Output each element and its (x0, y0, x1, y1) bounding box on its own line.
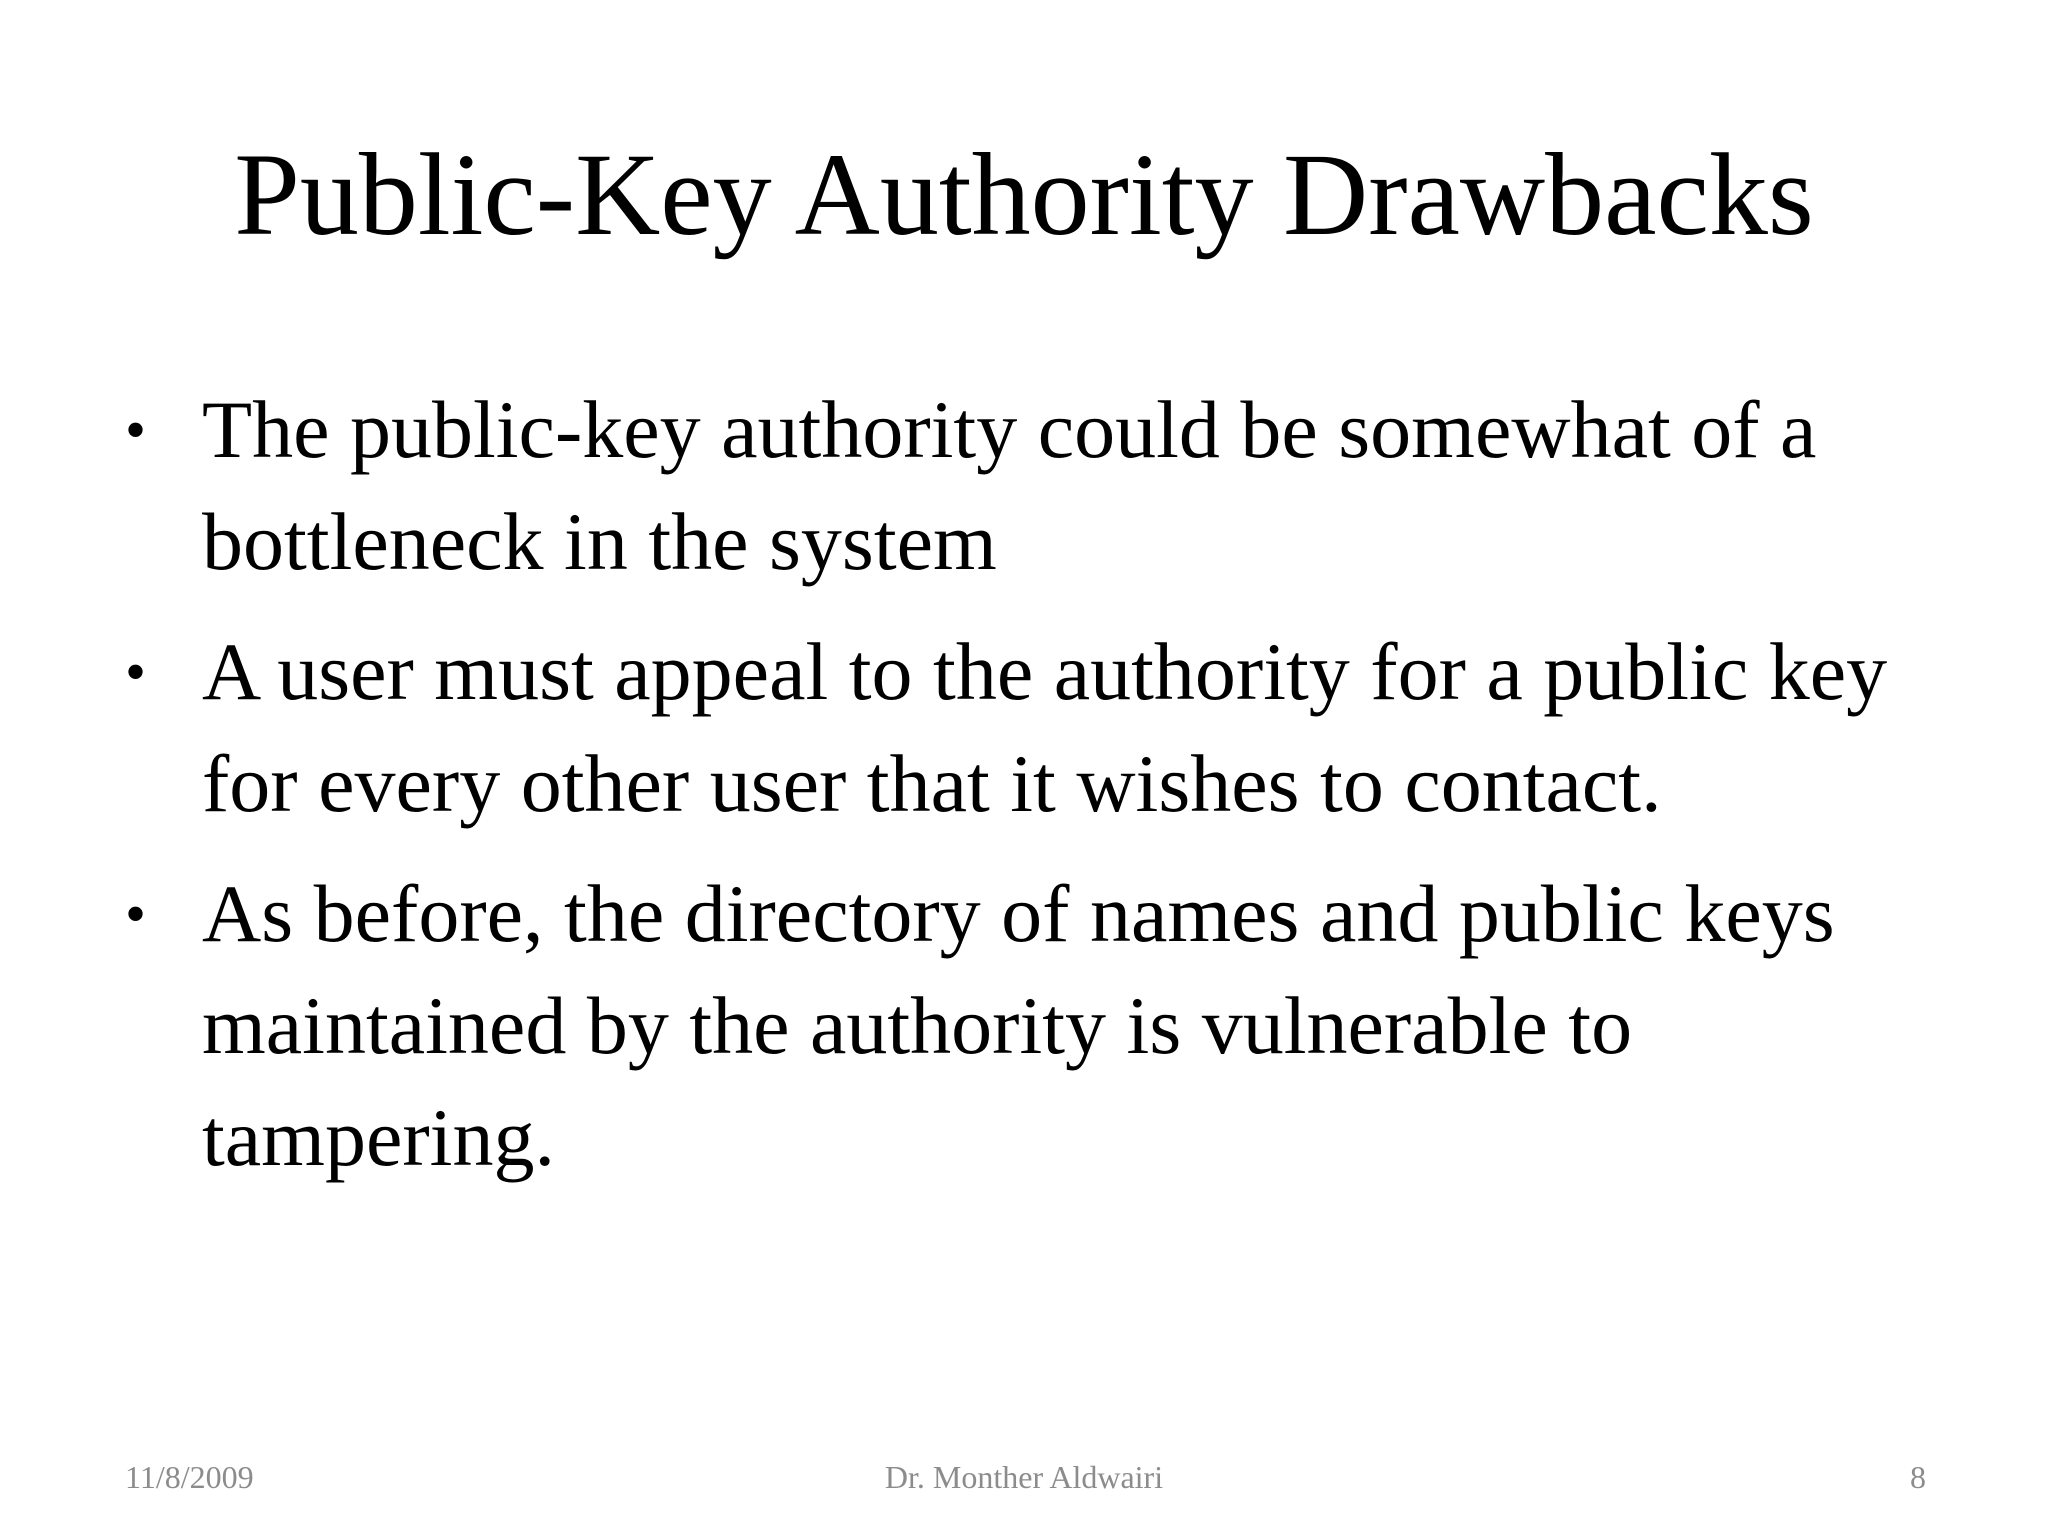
bullet-item (125, 858, 1955, 1194)
bullet-text: As before, the directory of names and public keys maintained by the authority is vulnerable to tampering. (202, 868, 1835, 1183)
footer-author: Dr. Monther Aldwairi (884, 1459, 1164, 1495)
footer-date: 11/8/2009 (125, 1459, 254, 1495)
bullet-list (125, 374, 1955, 1212)
bullet-item (125, 616, 1955, 840)
bullet-text: A user must appeal to the authority for a public key for every other user that it wishes to contact. (202, 626, 1888, 829)
bullet-icon: • (125, 397, 147, 463)
bullet-text: The public-key authority could be somewhat of a bottleneck in the system (202, 384, 1817, 587)
bullet-icon: • (125, 881, 147, 947)
bullet-item (125, 374, 1955, 598)
footer-page-number: 8 (1910, 1459, 1926, 1495)
slide-title: Public-Key Authority Drawbacks (234, 129, 1814, 260)
bullet-icon: • (125, 639, 147, 705)
